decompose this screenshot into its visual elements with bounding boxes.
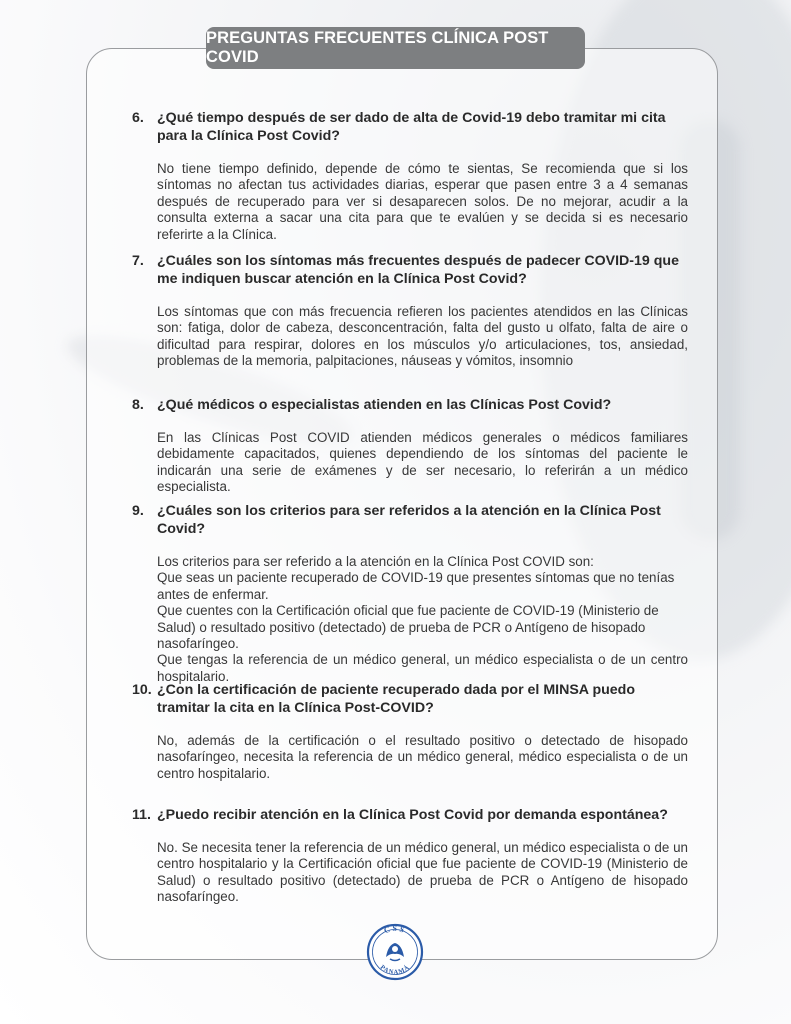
faq-number: 9. [132,503,144,519]
faq-question [132,806,688,824]
faq-answer-text: No, además de la certificación o el resultado positivo o detectado de hisopado nasofaríngeo, necesita la referencia de un médico general, médico especialista o de un centro hospitalario. [157,733,688,781]
faq-question [132,396,688,414]
faq-item-10 [132,681,688,782]
svg-text:PANAMÁ: PANAMÁ [378,963,412,977]
faq-question-text: ¿Con la certificación de paciente recuperado dada por el MINSA puedo tramitar la cita en la Clínica Post-COVID? [157,682,636,716]
svg-text:CSS: CSS [382,923,408,936]
faq-question [132,681,688,717]
faq-answer-text: En las Clínicas Post COVID atienden médicos generales o médicos familiares debidamente capacitados, quienes dependiendo de los síntomas del paciente le indicarán una serie de exámenes y de ser necesario, lo referirán a un médico especialista. [157,430,688,495]
faq-item-6 [132,109,688,243]
faq-item-8 [132,396,688,496]
faq-answer-text: Los síntomas que con más frecuencia refieren los pacientes atendidos en las Clínicas son: fatiga, dolor de cabeza, desconcentración, falta del gusto u olfato, falta de aire o dificultad para respirar, dolores en los músculos y/o articulaciones, tos, ansiedad, problemas de la memoria, palpitaciones, náuseas y vómitos, insomnio [157,304,688,369]
faq-answer-line: Que tengas la referencia de un médico general, un médico especialista o de un centro hospitalario. [157,652,688,684]
faq-answer [157,554,688,685]
faq-answer-text: No tiene tiempo definido, depende de cómo te sientas, Se recomienda que si los síntomas no afectan tus actividades diarias, esperar que pasen entre 3 a 4 semanas después de recuperado para ver si desaparecen solos. De no mejorar, acudir a la consulta externa a sacar una cita para que te evalúen y se decida si es necesario referirte a la Clínica. [157,161,688,242]
faq-item-9 [132,502,688,685]
faq-question [132,252,688,288]
faq-question-text: ¿Qué médicos o especialistas atienden en las Clínicas Post Covid? [157,397,612,413]
faq-answer-line: Los criterios para ser referido a la atención en la Clínica Post COVID son: [157,554,594,569]
faq-answer [157,430,688,496]
faq-question-text: ¿Puedo recibir atención en la Clínica Post Covid por demanda espontánea? [157,807,668,823]
faq-number: 8. [132,397,144,413]
faq-question [132,109,688,145]
page-title: PREGUNTAS FRECUENTES CLÍNICA POST COVID [206,27,585,69]
faq-number: 10. [132,682,152,698]
faq-question-text: ¿Cuáles son los criterios para ser referidos a la atención en la Clínica Post Covid? [157,503,661,537]
faq-question-text: ¿Cuáles son los síntomas más frecuentes después de padecer COVID-19 que me indiquen buscar atención en la Clínica Post Covid? [157,253,679,287]
faq-number: 11. [132,807,151,823]
faq-answer [157,304,688,370]
faq-answer [157,161,688,243]
faq-question-text: ¿Qué tiempo después de ser dado de alta de Covid-19 debo tramitar mi cita para la Clínica Post Covid? [157,110,666,144]
faq-number: 7. [132,253,144,269]
faq-answer-line: Que seas un paciente recuperado de COVID-19 que presentes síntomas que no tenías antes de enfermar. [157,570,675,602]
faq-item-11 [132,806,688,906]
faq-item-7 [132,252,688,370]
faq-answer [157,733,688,782]
faq-number: 6. [132,110,144,126]
faq-answer-text: No. Se necesita tener la referencia de un médico general, un médico especialista o de un centro hospitalario y la Certificación oficial que fue paciente de COVID-19 (Ministerio de Salud) o resultado positivo (detectado) de prueba de PCR o Antígeno de hisopado nasofaríngeo. [157,840,688,905]
faq-question [132,502,688,538]
faq-answer-line: Que cuentes con la Certificación oficial que fue paciente de COVID-19 (Ministerio de Salud) o resultado positivo (detectado) de prueba de PCR o Antígeno de hisopado nasofaríngeo. [157,603,659,652]
css-panama-logo [366,921,424,983]
faq-answer [157,840,688,906]
